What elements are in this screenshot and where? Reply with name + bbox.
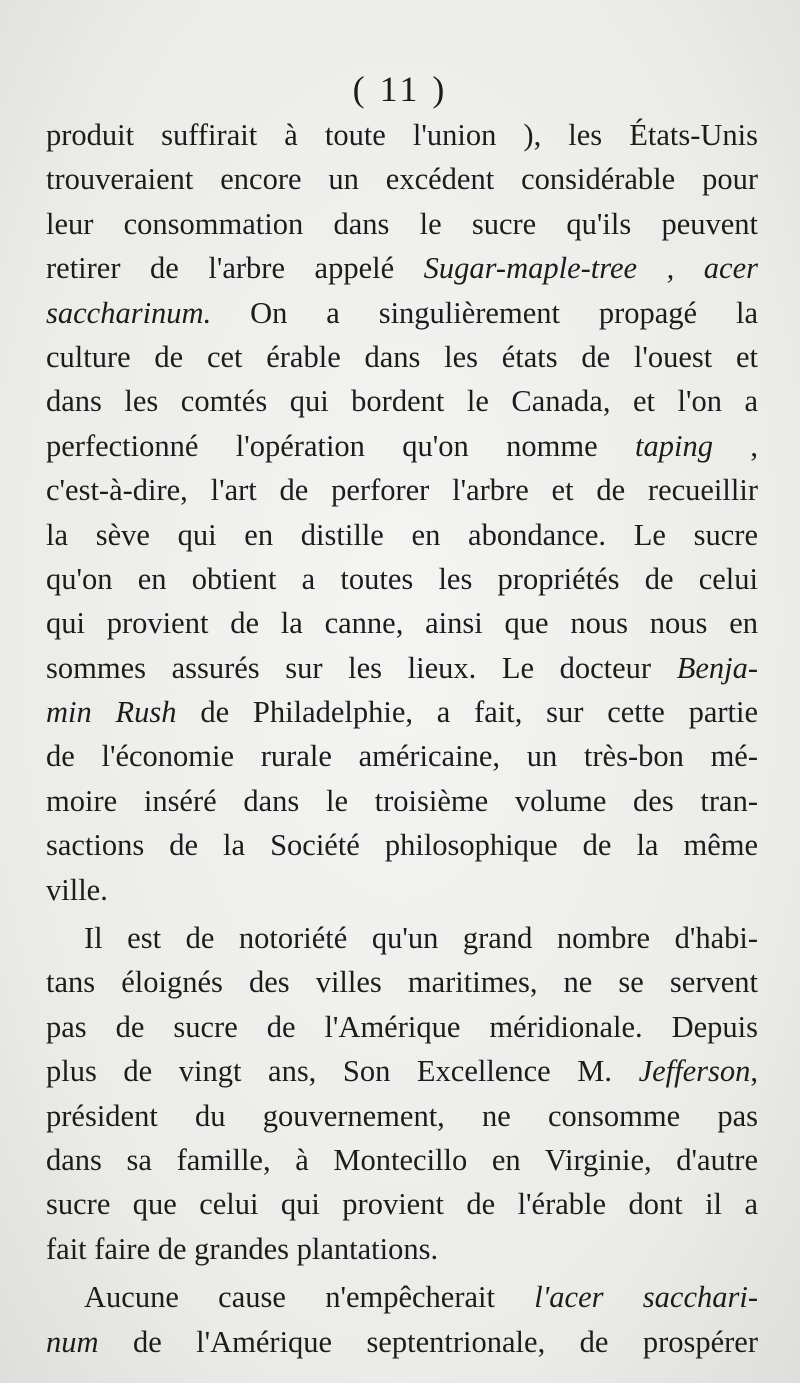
text-segment: produit suffirait à toute l'union ), les États-Unis [46,118,758,152]
text-line [46,202,758,246]
paragraph [46,1275,758,1364]
text-line [46,1182,758,1226]
text-line [46,379,758,423]
text-line [46,1049,758,1093]
text-segment: la sève qui en distille en abondance. Le sucre [46,517,758,552]
text-segment: Aucune cause n'empêcherait [84,1280,535,1315]
text-line [46,1275,758,1319]
text-line [46,513,758,557]
text-line [46,779,758,823]
italic-text: min Rush [46,695,177,730]
text-segment: plus de vingt ans, Son Excellence M. [46,1054,639,1089]
text-segment: qui provient de la canne, ainsi que nous nous en [46,606,758,641]
text-line [46,246,758,290]
italic-text: l'acer sacchari- [534,1280,758,1315]
text-segment: pas de sucre de l'Amérique méridionale. Depuis [46,1009,758,1044]
text-line [46,1094,758,1138]
paragraph [46,113,758,912]
text-line [46,1005,758,1049]
text-line [46,601,758,645]
text-segment: fait faire de grandes plantations. [46,1231,439,1266]
text-segment: qu'on en obtient a toutes les propriétés de celui [46,561,758,596]
text-segment: de l'Amérique septentrionale, de prospérer [98,1324,758,1359]
text-segment: moire inséré dans le troisième volume des tran- [46,783,758,818]
text-segment: retirer de l'arbre appelé [46,251,424,286]
text-segment: tans éloignés des villes maritimes, ne se servent [46,965,758,1000]
text-line [46,424,758,468]
text-segment: trouveraient encore un excédent considérable pour [46,162,758,197]
italic-text: Jefferson [638,1054,751,1089]
page-number: ( 11 ) [352,69,448,109]
text-segment: culture de cet érable dans les états de l'ouest et [46,339,758,374]
text-line [46,157,758,201]
text-segment: c'est-à-dire, l'art de perforer l'arbre et de recueillir [46,473,758,508]
text-segment: dans les comtés qui bordent le Canada, et l'on a [46,384,758,419]
text-segment: ville. [46,872,108,907]
text-line [46,823,758,867]
text-segment: de Philadelphie, a fait, sur cette partie [176,695,759,730]
italic-text: Benja- [676,650,758,685]
text-segment: sommes assurés sur les lieux. Le docteur [46,650,677,685]
text-segment: On a singulièrement propagé la [211,295,758,330]
text-line [46,335,758,379]
body-text [46,113,758,1364]
italic-text: num [46,1324,99,1359]
text-segment: Il est de notoriété qu'un grand nombre d'habi- [84,921,758,956]
text-line [46,690,758,734]
text-segment: président du gouvernement, ne consomme pas [46,1098,758,1133]
text-line [46,291,758,335]
text-line [46,1138,758,1182]
text-segment: perfectionné l'opération qu'on nomme [46,428,636,463]
paragraph [46,916,758,1271]
text-line [46,557,758,601]
italic-text: taping [635,428,713,463]
text-line [46,960,758,1004]
text-segment: dans sa famille, à Montecillo en Virginie, d'autre [46,1142,758,1177]
text-line [46,868,758,912]
text-line [46,1320,758,1364]
italic-text: Sugar-maple-tree , acer [423,251,758,286]
text-line [46,646,758,690]
text-segment: , [713,428,758,463]
text-segment: leur consommation dans le sucre qu'ils peuvent [46,206,758,241]
text-segment: sactions de la Société philosophique de la même [46,828,758,863]
text-line [46,916,758,960]
text-line [46,468,758,512]
text-line [46,113,758,157]
text-segment: sucre que celui qui provient de l'érable dont il a [46,1187,758,1222]
text-segment: , [750,1054,758,1089]
text-segment: de l'économie rurale américaine, un très-bon mé- [46,739,758,774]
italic-text: saccharinum. [46,295,212,330]
text-line [46,1227,758,1271]
text-line [46,734,758,778]
